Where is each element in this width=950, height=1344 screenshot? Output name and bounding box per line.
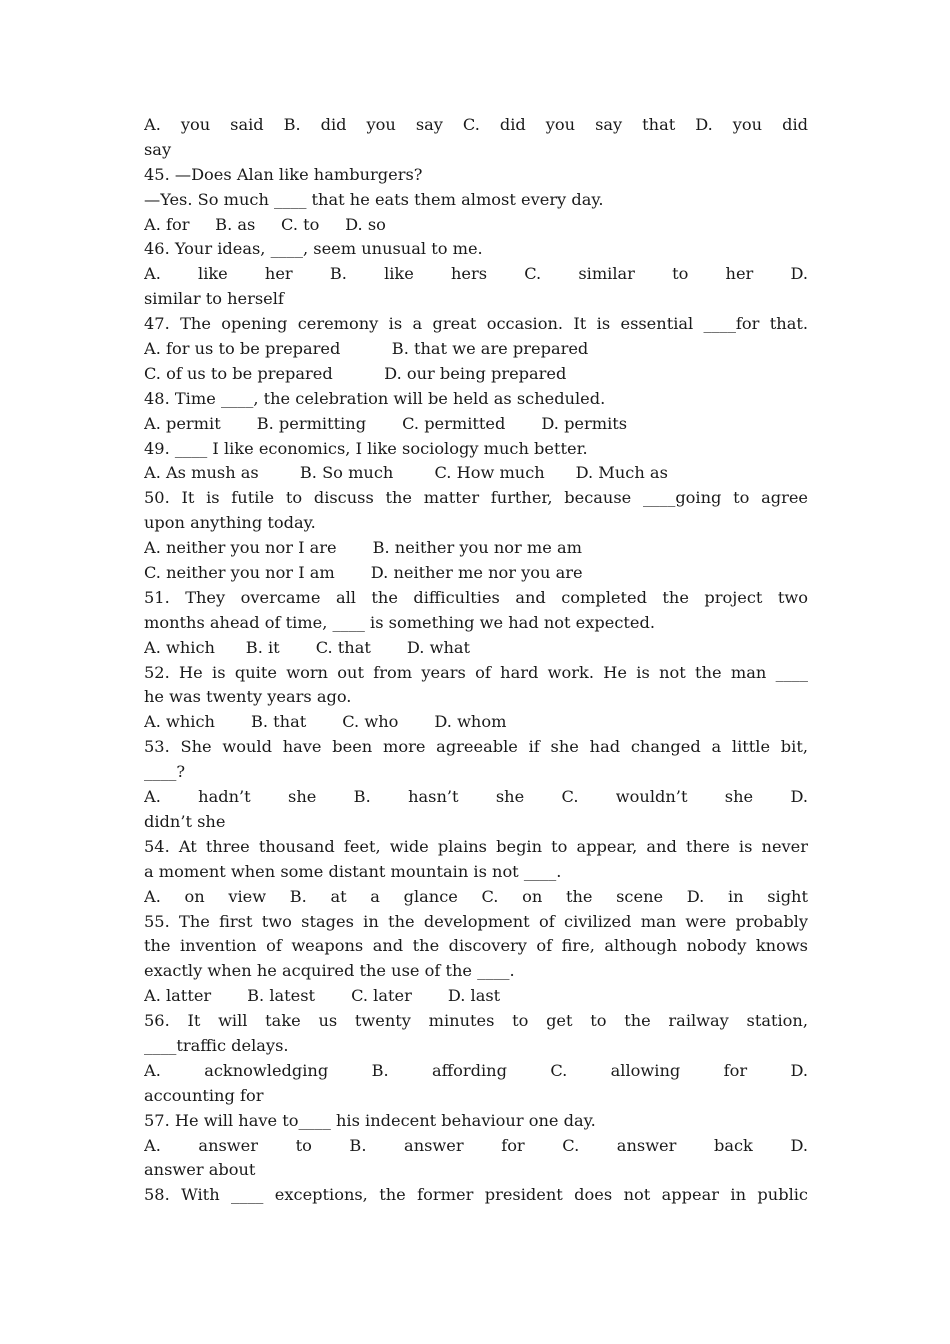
text-line: A. which B. that C. who D. whom	[144, 712, 507, 732]
text-line: A. for us to be prepared B. that we are prepared	[144, 339, 589, 359]
text-line: 56. It will take us twenty minutes to get to the railway station,	[144, 1011, 808, 1031]
text-line: 57. He will have to____ his indecent behaviour one day.	[144, 1110, 596, 1130]
text-line: ____traffic delays.	[144, 1035, 289, 1055]
text-line: months ahead of time, ____ is something we had not expected.	[144, 612, 655, 632]
text-line: a moment when some distant mountain is not ____.	[144, 861, 562, 881]
text-line: —Yes. So much ____ that he eats them almost every day.	[144, 189, 604, 209]
text-line: 49. ____ I like economics, I like sociology much better.	[144, 438, 588, 458]
text-line: he was twenty years ago.	[144, 687, 352, 707]
text-line: 58. With ____ exceptions, the former president does not appear in public	[144, 1185, 808, 1205]
text-line: A. As mush as B. So much C. How much D. Much as	[144, 463, 668, 483]
text-line: the invention of weapons and the discovery of fire, although nobody knows	[144, 936, 808, 956]
text-line: similar to herself	[144, 289, 284, 309]
text-line: didn’t she	[144, 811, 226, 831]
text-line: A. neither you nor I are B. neither you nor me am	[144, 538, 582, 558]
text-line: A. hadn’t she B. hasn’t she C. wouldn’t she D.	[144, 787, 808, 807]
text-line: A. permit B. permitting C. permitted D. permits	[144, 413, 628, 433]
text-line: A. like her B. like hers C. similar to her D.	[144, 264, 808, 284]
text-line: accounting for	[144, 1085, 264, 1105]
text-line: 48. Time ____, the celebration will be held as scheduled.	[144, 388, 606, 408]
text-line: upon anything today.	[144, 513, 316, 533]
text-line: A. acknowledging B. affording C. allowing for D.	[144, 1060, 808, 1080]
text-line: C. neither you nor I am D. neither me nor you are	[144, 563, 583, 583]
text-line: A. you said B. did you say C. did you say that D. you did	[144, 115, 808, 134]
text-line: A. answer to B. answer for C. answer back D.	[144, 1135, 808, 1155]
text-line: answer about	[144, 1160, 256, 1180]
text-line: 50. It is futile to discuss the matter further, because ____going to agree	[144, 488, 808, 508]
text-line: A. for B. as C. to D. so	[144, 214, 386, 234]
text-line: 45. —Does Alan like hamburgers?	[144, 164, 423, 184]
text-line: 46. Your ideas, ____, seem unusual to me.	[144, 239, 483, 259]
text-line: A. on view B. at a glance C. on the scene D. in sight	[144, 886, 808, 906]
text-line: 52. He is quite worn out from years of hard work. He is not the man ____	[144, 662, 808, 682]
text-line: 54. At three thousand feet, wide plains begin to appear, and there is never	[144, 836, 808, 856]
text-line: ____?	[144, 762, 186, 782]
text-line: A. which B. it C. that D. what	[144, 637, 471, 657]
document-page	[144, 113, 808, 1208]
text-line: A. latter B. latest C. later D. last	[144, 986, 501, 1006]
text-line: 53. She would have been more agreeable if she had changed a little bit,	[144, 737, 808, 757]
text-line: 55. The first two stages in the development of civilized man were probably	[144, 911, 808, 931]
text-line: C. of us to be prepared D. our being prepared	[144, 363, 567, 383]
text-line: 51. They overcame all the difficulties and completed the project two	[144, 587, 808, 607]
text-line: exactly when he acquired the use of the ____.	[144, 961, 515, 981]
text-line: say	[144, 139, 172, 159]
text-line: 47. The opening ceremony is a great occasion. It is essential ____for that.	[144, 314, 808, 334]
